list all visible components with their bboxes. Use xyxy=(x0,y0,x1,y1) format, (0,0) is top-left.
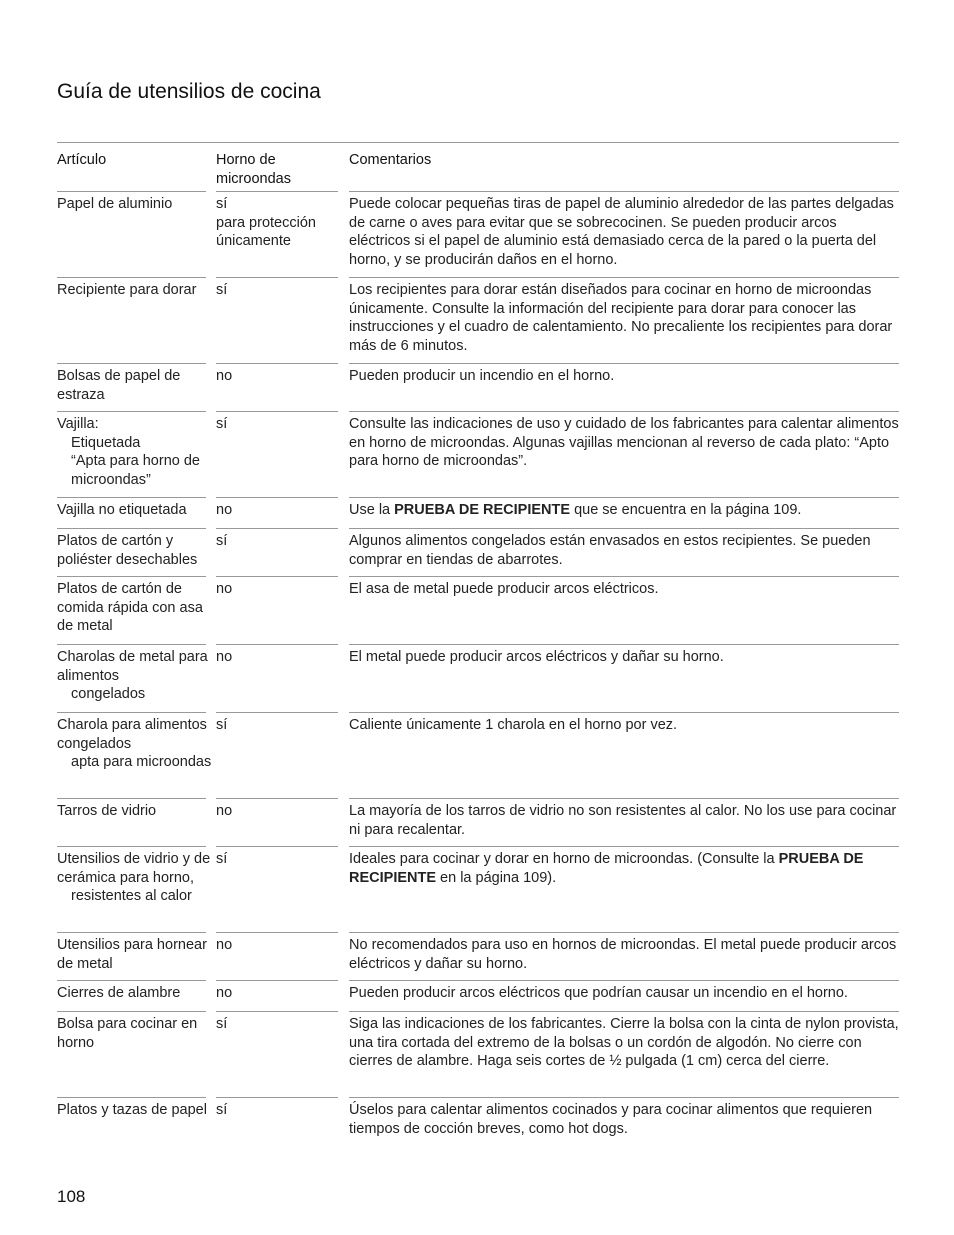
comment-cell: Algunos alimentos congelados están envasados en estos recipientes. Se pueden comprar en tiendas de abarrotes. xyxy=(349,533,871,568)
row-divider xyxy=(57,932,206,933)
microwave-value: no xyxy=(216,985,233,1001)
item-label: Bolsa para cocinar en horno xyxy=(57,1016,198,1051)
item-label: Cierres de alambre xyxy=(57,985,181,1001)
item-label: Recipiente para dorar xyxy=(57,282,197,298)
microwave-value: sí xyxy=(216,196,228,212)
comment-cell: Pueden producir un incendio en el horno. xyxy=(349,368,615,384)
microwave-cell xyxy=(216,497,349,528)
microwave-cell xyxy=(216,576,349,644)
item-label: Vajilla no etiquetada xyxy=(57,502,187,518)
row-divider xyxy=(216,191,338,192)
row-divider xyxy=(216,1097,338,1098)
item-label: Charola para alimentos congelados xyxy=(57,717,207,752)
microwave-value: para protección xyxy=(216,214,316,231)
header-horno: Horno de microondas xyxy=(216,152,291,187)
table-row xyxy=(57,798,899,846)
comment-text: que se encuentra en la página 109. xyxy=(570,502,802,518)
microwave-value: sí xyxy=(216,416,228,432)
item-label: Bolsas de papel de estraza xyxy=(57,368,181,403)
table-row xyxy=(57,576,899,644)
row-divider xyxy=(349,576,899,577)
item-label: Utensilios de vidrio y de cerámica para horno, xyxy=(57,851,211,886)
table-row xyxy=(57,497,899,528)
row-divider xyxy=(349,411,899,412)
row-divider xyxy=(57,1011,206,1012)
table-row xyxy=(57,411,899,497)
item-label: Tarros de vidrio xyxy=(57,803,157,819)
table-row xyxy=(57,191,899,277)
microwave-value: no xyxy=(216,803,233,819)
row-divider xyxy=(349,191,899,192)
row-divider xyxy=(57,576,206,577)
table-body xyxy=(57,191,899,1167)
comment-text: Use la xyxy=(349,502,395,518)
item-cell xyxy=(57,497,216,528)
comment-emphasis: PRUEBA DE RECIPIENTE xyxy=(394,502,571,518)
row-divider xyxy=(216,932,338,933)
comment-cell: Puede colocar pequeñas tiras de papel de aluminio alrededor de las partes delgadas de carne o aves para evitar que se sobrecocinen. Se pueden producir arcos eléctricos si el papel de aluminio está demasiado cerca de la pared o la puerta del horno, y se producirán daños en el horno. xyxy=(349,196,894,268)
comment-cell: El metal puede producir arcos eléctricos y dañar su horno. xyxy=(349,649,724,665)
row-divider xyxy=(57,497,206,498)
microwave-cell xyxy=(216,846,349,932)
microwave-value: sí xyxy=(216,282,228,298)
row-divider xyxy=(349,932,899,933)
row-divider xyxy=(349,644,899,645)
microwave-cell xyxy=(216,980,349,1011)
item-cell xyxy=(57,798,216,846)
row-divider xyxy=(349,497,899,498)
header-comentarios: Comentarios xyxy=(349,152,432,168)
table-row xyxy=(57,644,899,712)
item-cell xyxy=(57,363,216,411)
comment-cell: Siga las indicaciones de los fabricantes. Cierre la bolsa con la cinta de nylon provista, una tira cortada del extremo de la bolsas o un cordón de algodón. No cierre con cierres de alambre. Haga seis cortes de ½ pulgada (1 cm) cerca del cierre. xyxy=(349,1016,899,1070)
microwave-value: sí xyxy=(216,717,228,733)
page-number: 108 xyxy=(57,1187,86,1206)
row-divider xyxy=(216,980,338,981)
comment-cell: Caliente únicamente 1 charola en el horno por vez. xyxy=(349,717,678,733)
row-divider xyxy=(57,644,206,645)
row-divider xyxy=(349,712,899,713)
microwave-cell xyxy=(216,277,349,363)
row-divider xyxy=(216,528,338,529)
row-divider xyxy=(57,1097,206,1098)
comment-cell: Pueden producir arcos eléctricos que podrían causar un incendio en el horno. xyxy=(349,985,848,1001)
microwave-cell xyxy=(216,191,349,277)
row-divider xyxy=(349,1097,899,1098)
row-divider xyxy=(216,798,338,799)
item-cell xyxy=(57,191,216,277)
microwave-value: únicamente xyxy=(216,233,291,250)
microwave-value: no xyxy=(216,502,233,518)
row-divider xyxy=(216,363,338,364)
item-cell xyxy=(57,712,216,798)
microwave-cell xyxy=(216,1097,349,1167)
table-row xyxy=(57,277,899,363)
microwave-value: no xyxy=(216,937,233,953)
comment-cell xyxy=(349,497,899,528)
item-label: Platos de cartón de comida rápida con asa de metal xyxy=(57,581,203,635)
item-sublabel: Etiquetada xyxy=(71,434,141,451)
item-cell xyxy=(57,846,216,932)
item-cell xyxy=(57,1097,216,1167)
row-divider xyxy=(349,846,899,847)
row-divider xyxy=(216,411,338,412)
microwave-value: sí xyxy=(216,533,228,549)
microwave-cell xyxy=(216,644,349,712)
item-sublabel: “Apta para horno de microondas” xyxy=(71,453,200,488)
row-divider xyxy=(57,712,206,713)
microwave-cell xyxy=(216,932,349,980)
microwave-cell xyxy=(216,1011,349,1097)
row-divider xyxy=(349,363,899,364)
comment-cell: No recomendados para uso en hornos de microondas. El metal puede producir arcos eléctricos y dañar su horno. xyxy=(349,937,897,972)
item-cell xyxy=(57,277,216,363)
row-divider xyxy=(57,363,206,364)
row-divider xyxy=(216,576,338,577)
item-label: Vajilla: xyxy=(57,416,99,432)
row-divider xyxy=(349,980,899,981)
row-divider xyxy=(57,980,206,981)
microwave-value: no xyxy=(216,581,233,597)
item-cell xyxy=(57,576,216,644)
row-divider xyxy=(57,277,206,278)
row-divider xyxy=(349,1011,899,1012)
row-divider xyxy=(216,497,338,498)
comment-cell: Los recipientes para dorar están diseñados para cocinar en horno de microondas únicamente. Consulte la información del recipiente para dorar para conocer las instrucciones y el cuadro de calentamiento. No precaliente los recipientes para dorar más de 6 minutos. xyxy=(349,282,893,354)
table-row xyxy=(57,528,899,576)
table-row xyxy=(57,932,899,980)
row-divider xyxy=(349,798,899,799)
row-divider xyxy=(57,191,206,192)
header-articulo: Artículo xyxy=(57,152,107,168)
comment-cell xyxy=(349,846,899,932)
microwave-cell xyxy=(216,798,349,846)
microwave-cell xyxy=(216,712,349,798)
microwave-value: no xyxy=(216,368,233,384)
comment-text: Ideales para cocinar y dorar en horno de microondas. (Consulte la xyxy=(349,851,779,867)
microwave-value: no xyxy=(216,649,233,665)
table-row xyxy=(57,712,899,798)
row-divider xyxy=(216,277,338,278)
item-cell xyxy=(57,644,216,712)
microwave-value: sí xyxy=(216,851,228,867)
page-title: Guía de utensilios de cocina xyxy=(57,80,321,103)
comment-text: en la página 109). xyxy=(436,869,557,886)
comment-cell: Consulte las indicaciones de uso y cuidado de los fabricantes para calentar alimentos en horno de microondas. Algunas vajillas mencionan al reverso de cada plato: “Apto para horno de microondas”. xyxy=(349,416,899,470)
table-row xyxy=(57,1011,899,1097)
row-divider xyxy=(216,846,338,847)
microwave-cell xyxy=(216,528,349,576)
row-divider xyxy=(216,1011,338,1012)
item-label: Papel de aluminio xyxy=(57,196,173,212)
row-divider xyxy=(349,277,899,278)
row-divider xyxy=(216,644,338,645)
comment-cell: El asa de metal puede producir arcos eléctricos. xyxy=(349,581,659,597)
comment-cell: Úselos para calentar alimentos cocinados y para cocinar alimentos que requieren tiempos de cocción breves, como hot dogs. xyxy=(349,1102,873,1137)
cookware-table xyxy=(57,142,899,1167)
table-row xyxy=(57,980,899,1011)
table-row xyxy=(57,846,899,932)
item-label: Platos de cartón y poliéster desechables xyxy=(57,533,198,568)
item-sublabel: congelados xyxy=(71,686,146,703)
comment-cell: La mayoría de los tarros de vidrio no son resistentes al calor. No los use para cocinar ni para recalentar. xyxy=(349,803,897,838)
row-divider xyxy=(57,798,206,799)
item-cell xyxy=(57,932,216,980)
row-divider xyxy=(57,411,206,412)
item-cell xyxy=(57,411,216,497)
microwave-cell xyxy=(216,411,349,497)
item-sublabel: apta para microondas xyxy=(71,754,212,771)
microwave-cell xyxy=(216,363,349,411)
item-sublabel: resistentes al calor xyxy=(71,888,192,905)
microwave-value: sí xyxy=(216,1102,228,1118)
item-label: Charolas de metal para alimentos xyxy=(57,649,208,684)
item-cell xyxy=(57,528,216,576)
table-row xyxy=(57,1097,899,1167)
table-header xyxy=(57,143,899,191)
item-cell xyxy=(57,980,216,1011)
row-divider xyxy=(57,528,206,529)
row-divider xyxy=(57,846,206,847)
item-label: Utensilios para hornear de metal xyxy=(57,937,207,972)
row-divider xyxy=(216,712,338,713)
microwave-value: sí xyxy=(216,1016,228,1032)
table-row xyxy=(57,363,899,411)
item-cell xyxy=(57,1011,216,1097)
item-label: Platos y tazas de papel xyxy=(57,1102,207,1118)
comment-emphasis: PRUEBA DE RECIPIENTE xyxy=(349,851,864,886)
row-divider xyxy=(349,528,899,529)
